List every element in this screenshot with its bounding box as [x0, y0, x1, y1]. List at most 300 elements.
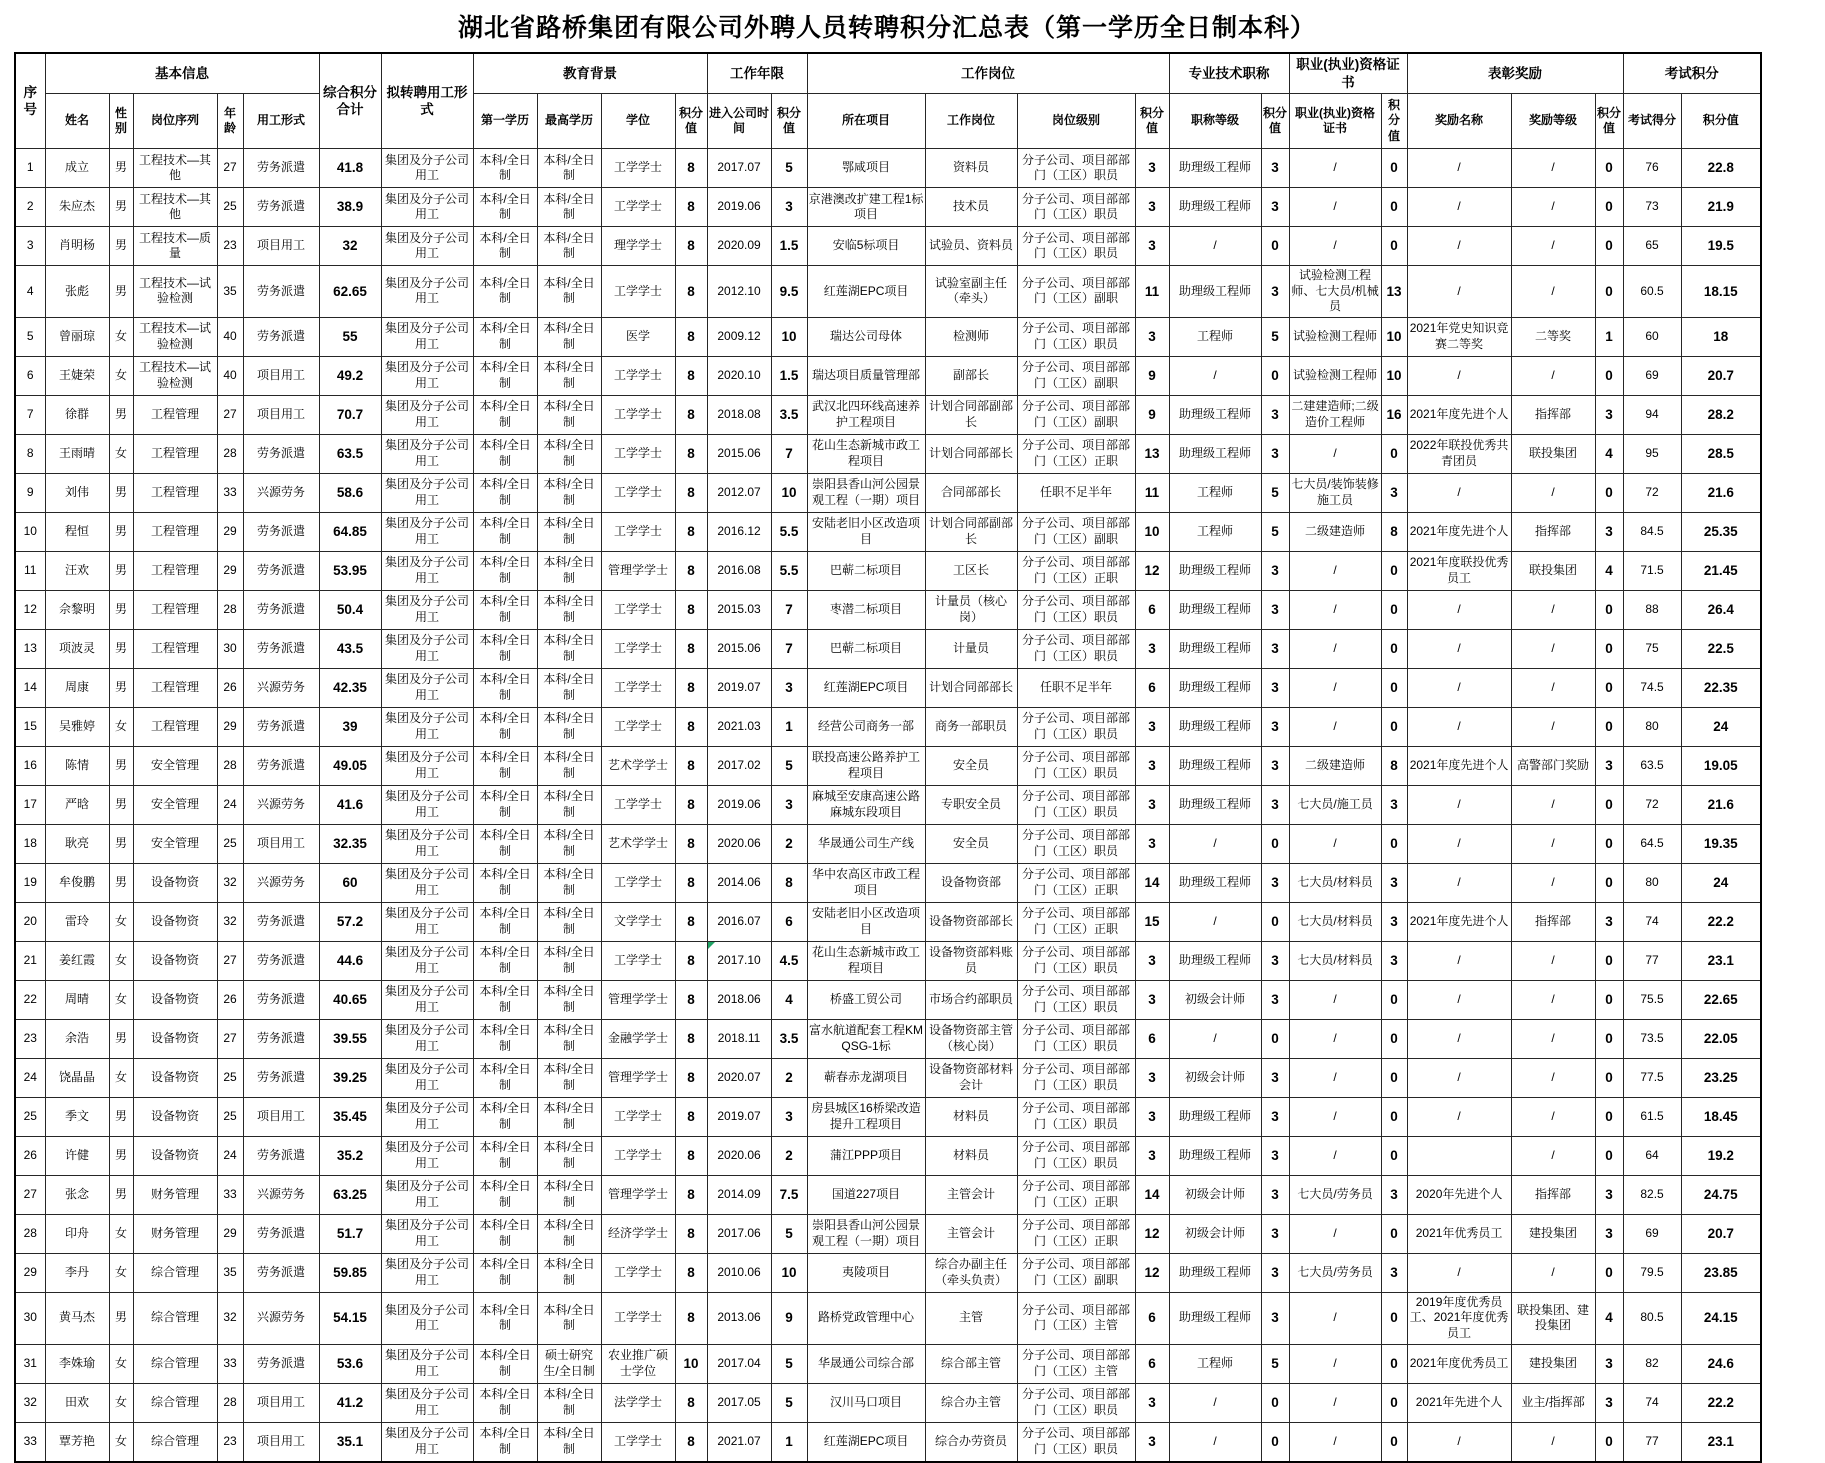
- cell-position-series[interactable]: 财务管理: [133, 1214, 217, 1253]
- cell-cert-score[interactable]: 0: [1381, 551, 1407, 590]
- cell-award-name[interactable]: /: [1407, 149, 1511, 188]
- cell-age[interactable]: 30: [217, 629, 243, 668]
- cell-years-score[interactable]: 5: [771, 1383, 807, 1422]
- cell-name[interactable]: 吴雅婷: [45, 707, 109, 746]
- cell-total-score[interactable]: 35.2: [319, 1136, 381, 1175]
- cell-join-date[interactable]: 2020.09: [707, 227, 771, 266]
- cell-award-level[interactable]: /: [1511, 473, 1595, 512]
- cell-gender[interactable]: 男: [109, 746, 133, 785]
- cell-exam-points[interactable]: 18.15: [1681, 266, 1761, 318]
- cell-edu-score[interactable]: 8: [675, 824, 707, 863]
- cell-total-score[interactable]: 42.35: [319, 668, 381, 707]
- col-header-title-score[interactable]: 积分值: [1261, 94, 1289, 149]
- cell-exam-points[interactable]: 22.8: [1681, 149, 1761, 188]
- cell-highest-degree[interactable]: 本科/全日制: [537, 629, 601, 668]
- cell-age[interactable]: 23: [217, 227, 243, 266]
- cell-seq[interactable]: 32: [15, 1383, 45, 1422]
- cell-award-level[interactable]: 建投集团: [1511, 1344, 1595, 1383]
- cell-edu-score[interactable]: 8: [675, 1422, 707, 1462]
- cell-join-date[interactable]: 2010.06: [707, 1253, 771, 1292]
- cell-employment-form[interactable]: 兴源劳务: [243, 668, 319, 707]
- cell-first-degree[interactable]: 本科/全日制: [473, 149, 537, 188]
- cell-employment-form[interactable]: 劳务派遣: [243, 629, 319, 668]
- cell-degree[interactable]: 工学学士: [601, 1136, 675, 1175]
- cell-project[interactable]: 花山生态新城市政工程项目: [807, 434, 925, 473]
- cell-highest-degree[interactable]: 本科/全日制: [537, 473, 601, 512]
- cell-award-level[interactable]: /: [1511, 1097, 1595, 1136]
- cell-exam-points[interactable]: 22.2: [1681, 902, 1761, 941]
- cell-join-date[interactable]: 2016.12: [707, 512, 771, 551]
- cell-total-score[interactable]: 39.25: [319, 1058, 381, 1097]
- cell-title-score[interactable]: 3: [1261, 941, 1289, 980]
- cell-title-level[interactable]: 助理级工程师: [1169, 395, 1261, 434]
- cell-title-score[interactable]: 3: [1261, 266, 1289, 318]
- cell-transfer-form[interactable]: 集团及分子公司用工: [381, 1136, 473, 1175]
- cell-first-degree[interactable]: 本科/全日制: [473, 980, 537, 1019]
- cell-project[interactable]: 京港澳改扩建工程1标项目: [807, 188, 925, 227]
- cell-project[interactable]: 崇阳县香山河公园景观工程（一期）项目: [807, 1214, 925, 1253]
- cell-certificate[interactable]: 七大员/材料员: [1289, 941, 1381, 980]
- col-header-award-score[interactable]: 积分值: [1595, 94, 1623, 149]
- cell-gender[interactable]: 男: [109, 395, 133, 434]
- cell-award-score[interactable]: 0: [1595, 863, 1623, 902]
- cell-award-level[interactable]: /: [1511, 1058, 1595, 1097]
- cell-degree[interactable]: 工学学士: [601, 473, 675, 512]
- cell-highest-degree[interactable]: 本科/全日制: [537, 707, 601, 746]
- cell-degree[interactable]: 管理学学士: [601, 1058, 675, 1097]
- cell-position-score[interactable]: 3: [1135, 746, 1169, 785]
- cell-seq[interactable]: 7: [15, 395, 45, 434]
- cell-title-level[interactable]: 助理级工程师: [1169, 188, 1261, 227]
- cell-title-score[interactable]: 3: [1261, 980, 1289, 1019]
- cell-award-score[interactable]: 0: [1595, 1422, 1623, 1462]
- cell-project[interactable]: 房县城区16桥梁改造提升工程项目: [807, 1097, 925, 1136]
- cell-transfer-form[interactable]: 集团及分子公司用工: [381, 1292, 473, 1344]
- cell-transfer-form[interactable]: 集团及分子公司用工: [381, 1175, 473, 1214]
- cell-first-degree[interactable]: 本科/全日制: [473, 1058, 537, 1097]
- cell-position-level[interactable]: 分子公司、项目部部门（工区）正职: [1017, 434, 1135, 473]
- cell-position-level[interactable]: 分子公司、项目部部门（工区）主管: [1017, 1344, 1135, 1383]
- cell-cert-score[interactable]: 0: [1381, 1292, 1407, 1344]
- cell-position-level[interactable]: 分子公司、项目部部门（工区）副职: [1017, 1253, 1135, 1292]
- group-header-certificate[interactable]: 职业(执业)资格证书: [1289, 53, 1407, 94]
- col-header-name[interactable]: 姓名: [45, 94, 109, 149]
- cell-award-level[interactable]: 二等奖: [1511, 317, 1595, 356]
- cell-job-position[interactable]: 计划合同部副部长: [925, 512, 1017, 551]
- cell-gender[interactable]: 男: [109, 1292, 133, 1344]
- cell-edu-score[interactable]: 8: [675, 746, 707, 785]
- cell-degree[interactable]: 工学学士: [601, 668, 675, 707]
- cell-degree[interactable]: 工学学士: [601, 149, 675, 188]
- cell-exam-score[interactable]: 82: [1623, 1344, 1681, 1383]
- cell-award-name[interactable]: /: [1407, 473, 1511, 512]
- cell-position-series[interactable]: 综合管理: [133, 1422, 217, 1462]
- cell-job-position[interactable]: 主管会计: [925, 1175, 1017, 1214]
- cell-cert-score[interactable]: 0: [1381, 707, 1407, 746]
- cell-gender[interactable]: 女: [109, 980, 133, 1019]
- cell-job-position[interactable]: 计量员: [925, 629, 1017, 668]
- col-header-first-degree[interactable]: 第一学历: [473, 94, 537, 149]
- cell-age[interactable]: 33: [217, 1344, 243, 1383]
- cell-total-score[interactable]: 63.25: [319, 1175, 381, 1214]
- cell-total-score[interactable]: 64.85: [319, 512, 381, 551]
- cell-first-degree[interactable]: 本科/全日制: [473, 1097, 537, 1136]
- cell-highest-degree[interactable]: 本科/全日制: [537, 266, 601, 318]
- cell-certificate[interactable]: /: [1289, 1292, 1381, 1344]
- cell-degree[interactable]: 工学学士: [601, 707, 675, 746]
- cell-first-degree[interactable]: 本科/全日制: [473, 395, 537, 434]
- cell-seq[interactable]: 8: [15, 434, 45, 473]
- cell-years-score[interactable]: 4.5: [771, 941, 807, 980]
- cell-gender[interactable]: 男: [109, 1175, 133, 1214]
- cell-exam-score[interactable]: 69: [1623, 1214, 1681, 1253]
- cell-exam-points[interactable]: 20.7: [1681, 1214, 1761, 1253]
- cell-award-level[interactable]: 指挥部: [1511, 1175, 1595, 1214]
- cell-highest-degree[interactable]: 本科/全日制: [537, 1175, 601, 1214]
- cell-gender[interactable]: 男: [109, 227, 133, 266]
- cell-project[interactable]: 汉川马口项目: [807, 1383, 925, 1422]
- cell-age[interactable]: 29: [217, 707, 243, 746]
- cell-transfer-form[interactable]: 集团及分子公司用工: [381, 746, 473, 785]
- cell-exam-points[interactable]: 22.2: [1681, 1383, 1761, 1422]
- cell-employment-form[interactable]: 兴源劳务: [243, 1175, 319, 1214]
- cell-edu-score[interactable]: 8: [675, 1214, 707, 1253]
- cell-award-score[interactable]: 4: [1595, 1292, 1623, 1344]
- cell-name[interactable]: 李姝瑜: [45, 1344, 109, 1383]
- cell-award-score[interactable]: 1: [1595, 317, 1623, 356]
- cell-edu-score[interactable]: 8: [675, 902, 707, 941]
- cell-award-level[interactable]: /: [1511, 1136, 1595, 1175]
- cell-position-level[interactable]: 分子公司、项目部部门（工区）职员: [1017, 227, 1135, 266]
- cell-award-score[interactable]: 0: [1595, 590, 1623, 629]
- cell-years-score[interactable]: 2: [771, 1136, 807, 1175]
- cell-cert-score[interactable]: 3: [1381, 1175, 1407, 1214]
- cell-total-score[interactable]: 32.35: [319, 824, 381, 863]
- cell-edu-score[interactable]: 8: [675, 1253, 707, 1292]
- cell-position-score[interactable]: 9: [1135, 356, 1169, 395]
- cell-exam-score[interactable]: 75.5: [1623, 980, 1681, 1019]
- cell-position-score[interactable]: 3: [1135, 785, 1169, 824]
- cell-certificate[interactable]: /: [1289, 434, 1381, 473]
- cell-job-position[interactable]: 工区长: [925, 551, 1017, 590]
- col-header-exam-score[interactable]: 考试得分: [1623, 94, 1681, 149]
- cell-degree[interactable]: 工学学士: [601, 1422, 675, 1462]
- cell-exam-points[interactable]: 22.35: [1681, 668, 1761, 707]
- cell-join-date[interactable]: 2009.12: [707, 317, 771, 356]
- cell-position-level[interactable]: 分子公司、项目部部门（工区）职员: [1017, 317, 1135, 356]
- cell-years-score[interactable]: 5.5: [771, 551, 807, 590]
- cell-certificate[interactable]: 试验检测工程师: [1289, 317, 1381, 356]
- cell-award-name[interactable]: /: [1407, 824, 1511, 863]
- cell-title-score[interactable]: 5: [1261, 317, 1289, 356]
- cell-exam-points[interactable]: 23.1: [1681, 941, 1761, 980]
- cell-join-date[interactable]: 2015.06: [707, 629, 771, 668]
- cell-highest-degree[interactable]: 本科/全日制: [537, 941, 601, 980]
- cell-job-position[interactable]: 技术员: [925, 188, 1017, 227]
- cell-age[interactable]: 29: [217, 551, 243, 590]
- cell-employment-form[interactable]: 劳务派遣: [243, 941, 319, 980]
- cell-job-position[interactable]: 设备物资部部长: [925, 902, 1017, 941]
- cell-certificate[interactable]: /: [1289, 1422, 1381, 1462]
- cell-certificate[interactable]: 二级建造师: [1289, 746, 1381, 785]
- cell-award-score[interactable]: 0: [1595, 824, 1623, 863]
- cell-job-position[interactable]: 计划合同部部长: [925, 668, 1017, 707]
- cell-first-degree[interactable]: 本科/全日制: [473, 1253, 537, 1292]
- cell-position-series[interactable]: 设备物资: [133, 1019, 217, 1058]
- cell-join-date[interactable]: 2016.07: [707, 902, 771, 941]
- cell-exam-points[interactable]: 21.45: [1681, 551, 1761, 590]
- cell-title-score[interactable]: 0: [1261, 356, 1289, 395]
- cell-award-name[interactable]: 2019年度优秀员工、2021年度优秀员工: [1407, 1292, 1511, 1344]
- cell-edu-score[interactable]: 8: [675, 1175, 707, 1214]
- cell-age[interactable]: 28: [217, 434, 243, 473]
- cell-title-score[interactable]: 0: [1261, 824, 1289, 863]
- cell-position-score[interactable]: 11: [1135, 473, 1169, 512]
- cell-title-level[interactable]: 助理级工程师: [1169, 668, 1261, 707]
- cell-first-degree[interactable]: 本科/全日制: [473, 707, 537, 746]
- cell-position-score[interactable]: 6: [1135, 668, 1169, 707]
- cell-award-level[interactable]: /: [1511, 590, 1595, 629]
- cell-years-score[interactable]: 6: [771, 902, 807, 941]
- cell-age[interactable]: 29: [217, 1214, 243, 1253]
- cell-age[interactable]: 35: [217, 1253, 243, 1292]
- cell-exam-score[interactable]: 74.5: [1623, 668, 1681, 707]
- cell-name[interactable]: 张念: [45, 1175, 109, 1214]
- cell-employment-form[interactable]: 劳务派遣: [243, 1253, 319, 1292]
- cell-job-position[interactable]: 商务一部职员: [925, 707, 1017, 746]
- cell-exam-points[interactable]: 22.5: [1681, 629, 1761, 668]
- cell-total-score[interactable]: 63.5: [319, 434, 381, 473]
- cell-total-score[interactable]: 39.55: [319, 1019, 381, 1058]
- cell-total-score[interactable]: 32: [319, 227, 381, 266]
- cell-award-level[interactable]: 联投集团: [1511, 551, 1595, 590]
- cell-employment-form[interactable]: 劳务派遣: [243, 1214, 319, 1253]
- cell-total-score[interactable]: 53.95: [319, 551, 381, 590]
- cell-exam-score[interactable]: 74: [1623, 902, 1681, 941]
- cell-employment-form[interactable]: 劳务派遣: [243, 1019, 319, 1058]
- cell-highest-degree[interactable]: 本科/全日制: [537, 668, 601, 707]
- cell-title-level[interactable]: 初级会计师: [1169, 1214, 1261, 1253]
- cell-award-score[interactable]: 0: [1595, 149, 1623, 188]
- cell-position-score[interactable]: 6: [1135, 1292, 1169, 1344]
- cell-first-degree[interactable]: 本科/全日制: [473, 1383, 537, 1422]
- col-header-degree[interactable]: 学位: [601, 94, 675, 149]
- cell-title-score[interactable]: 3: [1261, 707, 1289, 746]
- cell-transfer-form[interactable]: 集团及分子公司用工: [381, 266, 473, 318]
- cell-title-score[interactable]: 3: [1261, 1253, 1289, 1292]
- cell-degree[interactable]: 管理学学士: [601, 1175, 675, 1214]
- cell-first-degree[interactable]: 本科/全日制: [473, 863, 537, 902]
- cell-edu-score[interactable]: 8: [675, 551, 707, 590]
- cell-seq[interactable]: 11: [15, 551, 45, 590]
- cell-title-score[interactable]: 3: [1261, 149, 1289, 188]
- cell-exam-points[interactable]: 21.6: [1681, 785, 1761, 824]
- cell-highest-degree[interactable]: 本科/全日制: [537, 1136, 601, 1175]
- cell-transfer-form[interactable]: 集团及分子公司用工: [381, 707, 473, 746]
- cell-exam-points[interactable]: 26.4: [1681, 590, 1761, 629]
- cell-total-score[interactable]: 35.45: [319, 1097, 381, 1136]
- cell-first-degree[interactable]: 本科/全日制: [473, 1136, 537, 1175]
- cell-transfer-form[interactable]: 集团及分子公司用工: [381, 356, 473, 395]
- cell-position-score[interactable]: 3: [1135, 1097, 1169, 1136]
- group-header-work-years[interactable]: 工作年限: [707, 53, 807, 94]
- cell-age[interactable]: 40: [217, 317, 243, 356]
- cell-exam-score[interactable]: 84.5: [1623, 512, 1681, 551]
- cell-award-level[interactable]: 业主/指挥部: [1511, 1383, 1595, 1422]
- cell-degree[interactable]: 文学学士: [601, 902, 675, 941]
- cell-years-score[interactable]: 1.5: [771, 227, 807, 266]
- cell-title-level[interactable]: 助理级工程师: [1169, 149, 1261, 188]
- cell-title-level[interactable]: /: [1169, 227, 1261, 266]
- cell-position-series[interactable]: 设备物资: [133, 902, 217, 941]
- cell-position-series[interactable]: 设备物资: [133, 980, 217, 1019]
- cell-transfer-form[interactable]: 集团及分子公司用工: [381, 1344, 473, 1383]
- cell-award-name[interactable]: [1407, 1136, 1511, 1175]
- cell-title-level[interactable]: 助理级工程师: [1169, 1292, 1261, 1344]
- cell-first-degree[interactable]: 本科/全日制: [473, 1292, 537, 1344]
- cell-exam-score[interactable]: 60: [1623, 317, 1681, 356]
- cell-gender[interactable]: 女: [109, 1422, 133, 1462]
- cell-exam-score[interactable]: 94: [1623, 395, 1681, 434]
- cell-certificate[interactable]: 七大员/材料员: [1289, 863, 1381, 902]
- cell-position-level[interactable]: 分子公司、项目部部门（工区）职员: [1017, 785, 1135, 824]
- cell-exam-score[interactable]: 76: [1623, 149, 1681, 188]
- cell-cert-score[interactable]: 10: [1381, 356, 1407, 395]
- cell-employment-form[interactable]: 项目用工: [243, 356, 319, 395]
- cell-transfer-form[interactable]: 集团及分子公司用工: [381, 434, 473, 473]
- cell-exam-points[interactable]: 21.9: [1681, 188, 1761, 227]
- cell-position-series[interactable]: 设备物资: [133, 1136, 217, 1175]
- cell-title-score[interactable]: 5: [1261, 473, 1289, 512]
- cell-title-level[interactable]: 工程师: [1169, 1344, 1261, 1383]
- cell-age[interactable]: 35: [217, 266, 243, 318]
- cell-seq[interactable]: 15: [15, 707, 45, 746]
- cell-gender[interactable]: 女: [109, 1214, 133, 1253]
- cell-degree[interactable]: 理学学士: [601, 227, 675, 266]
- cell-certificate[interactable]: 七大员/材料员: [1289, 902, 1381, 941]
- cell-cert-score[interactable]: 0: [1381, 1344, 1407, 1383]
- cell-employment-form[interactable]: 劳务派遣: [243, 746, 319, 785]
- cell-cert-score[interactable]: 3: [1381, 473, 1407, 512]
- cell-years-score[interactable]: 3.5: [771, 1019, 807, 1058]
- cell-seq[interactable]: 19: [15, 863, 45, 902]
- cell-gender[interactable]: 男: [109, 863, 133, 902]
- cell-job-position[interactable]: 材料员: [925, 1136, 1017, 1175]
- cell-years-score[interactable]: 7: [771, 629, 807, 668]
- cell-certificate[interactable]: 二级建造师: [1289, 512, 1381, 551]
- cell-years-score[interactable]: 5: [771, 149, 807, 188]
- cell-exam-score[interactable]: 80: [1623, 707, 1681, 746]
- cell-name[interactable]: 周康: [45, 668, 109, 707]
- cell-highest-degree[interactable]: 本科/全日制: [537, 512, 601, 551]
- cell-title-score[interactable]: 3: [1261, 1058, 1289, 1097]
- cell-degree[interactable]: 工学学士: [601, 590, 675, 629]
- cell-cert-score[interactable]: 13: [1381, 266, 1407, 318]
- col-header-highest-degree[interactable]: 最高学历: [537, 94, 601, 149]
- cell-total-score[interactable]: 41.8: [319, 149, 381, 188]
- cell-name[interactable]: 曾丽琼: [45, 317, 109, 356]
- cell-job-position[interactable]: 试验室副主任（牵头）: [925, 266, 1017, 318]
- cell-employment-form[interactable]: 劳务派遣: [243, 266, 319, 318]
- cell-employment-form[interactable]: 劳务派遣: [243, 188, 319, 227]
- cell-position-series[interactable]: 设备物资: [133, 863, 217, 902]
- cell-cert-score[interactable]: 0: [1381, 1422, 1407, 1462]
- cell-highest-degree[interactable]: 本科/全日制: [537, 188, 601, 227]
- cell-seq[interactable]: 25: [15, 1097, 45, 1136]
- cell-total-score[interactable]: 41.2: [319, 1383, 381, 1422]
- cell-project[interactable]: 巴蕲二标项目: [807, 629, 925, 668]
- cell-award-level[interactable]: /: [1511, 668, 1595, 707]
- cell-total-score[interactable]: 60: [319, 863, 381, 902]
- cell-exam-score[interactable]: 82.5: [1623, 1175, 1681, 1214]
- cell-edu-score[interactable]: 8: [675, 317, 707, 356]
- cell-age[interactable]: 28: [217, 746, 243, 785]
- cell-seq[interactable]: 18: [15, 824, 45, 863]
- cell-transfer-form[interactable]: 集团及分子公司用工: [381, 188, 473, 227]
- cell-years-score[interactable]: 9.5: [771, 266, 807, 318]
- cell-gender[interactable]: 男: [109, 551, 133, 590]
- cell-job-position[interactable]: 设备物资部料账员: [925, 941, 1017, 980]
- cell-edu-score[interactable]: 8: [675, 227, 707, 266]
- cell-seq[interactable]: 2: [15, 188, 45, 227]
- cell-age[interactable]: 25: [217, 188, 243, 227]
- cell-position-score[interactable]: 3: [1135, 317, 1169, 356]
- cell-award-score[interactable]: 3: [1595, 746, 1623, 785]
- cell-employment-form[interactable]: 劳务派遣: [243, 1136, 319, 1175]
- cell-title-level[interactable]: /: [1169, 1383, 1261, 1422]
- col-header-join-date[interactable]: 进入公司时间: [707, 94, 771, 149]
- cell-total-score[interactable]: 49.05: [319, 746, 381, 785]
- cell-position-level[interactable]: 分子公司、项目部部门（工区）职员: [1017, 188, 1135, 227]
- cell-position-series[interactable]: 工程管理: [133, 668, 217, 707]
- cell-award-level[interactable]: 指挥部: [1511, 395, 1595, 434]
- cell-award-score[interactable]: 0: [1595, 668, 1623, 707]
- cell-job-position[interactable]: 材料员: [925, 1097, 1017, 1136]
- cell-award-name[interactable]: 2021年先进个人: [1407, 1383, 1511, 1422]
- col-header-employment-form[interactable]: 用工形式: [243, 94, 319, 149]
- cell-certificate[interactable]: /: [1289, 551, 1381, 590]
- cell-edu-score[interactable]: 8: [675, 1058, 707, 1097]
- cell-cert-score[interactable]: 16: [1381, 395, 1407, 434]
- cell-employment-form[interactable]: 劳务派遣: [243, 317, 319, 356]
- cell-total-score[interactable]: 49.2: [319, 356, 381, 395]
- cell-position-score[interactable]: 3: [1135, 980, 1169, 1019]
- cell-degree[interactable]: 工学学士: [601, 785, 675, 824]
- cell-employment-form[interactable]: 劳务派遣: [243, 707, 319, 746]
- cell-seq[interactable]: 4: [15, 266, 45, 318]
- cell-position-level[interactable]: 分子公司、项目部部门（工区）职员: [1017, 149, 1135, 188]
- cell-exam-score[interactable]: 74: [1623, 1383, 1681, 1422]
- cell-award-score[interactable]: 4: [1595, 551, 1623, 590]
- cell-degree[interactable]: 金融学学士: [601, 1019, 675, 1058]
- cell-first-degree[interactable]: 本科/全日制: [473, 1422, 537, 1462]
- cell-position-series[interactable]: 工程管理: [133, 707, 217, 746]
- cell-project[interactable]: 瑞达公司母体: [807, 317, 925, 356]
- cell-exam-score[interactable]: 77: [1623, 941, 1681, 980]
- cell-highest-degree[interactable]: 硕士研究生/全日制: [537, 1344, 601, 1383]
- cell-job-position[interactable]: 设备物资部材料会计: [925, 1058, 1017, 1097]
- cell-gender[interactable]: 女: [109, 707, 133, 746]
- cell-award-score[interactable]: 3: [1595, 1383, 1623, 1422]
- cell-highest-degree[interactable]: 本科/全日制: [537, 980, 601, 1019]
- cell-transfer-form[interactable]: 集团及分子公司用工: [381, 1058, 473, 1097]
- cell-transfer-form[interactable]: 集团及分子公司用工: [381, 1214, 473, 1253]
- cell-job-position[interactable]: 计量员（核心岗）: [925, 590, 1017, 629]
- cell-position-series[interactable]: 工程技术—其他: [133, 149, 217, 188]
- cell-cert-score[interactable]: 0: [1381, 668, 1407, 707]
- cell-title-score[interactable]: 3: [1261, 863, 1289, 902]
- cell-transfer-form[interactable]: 集团及分子公司用工: [381, 1019, 473, 1058]
